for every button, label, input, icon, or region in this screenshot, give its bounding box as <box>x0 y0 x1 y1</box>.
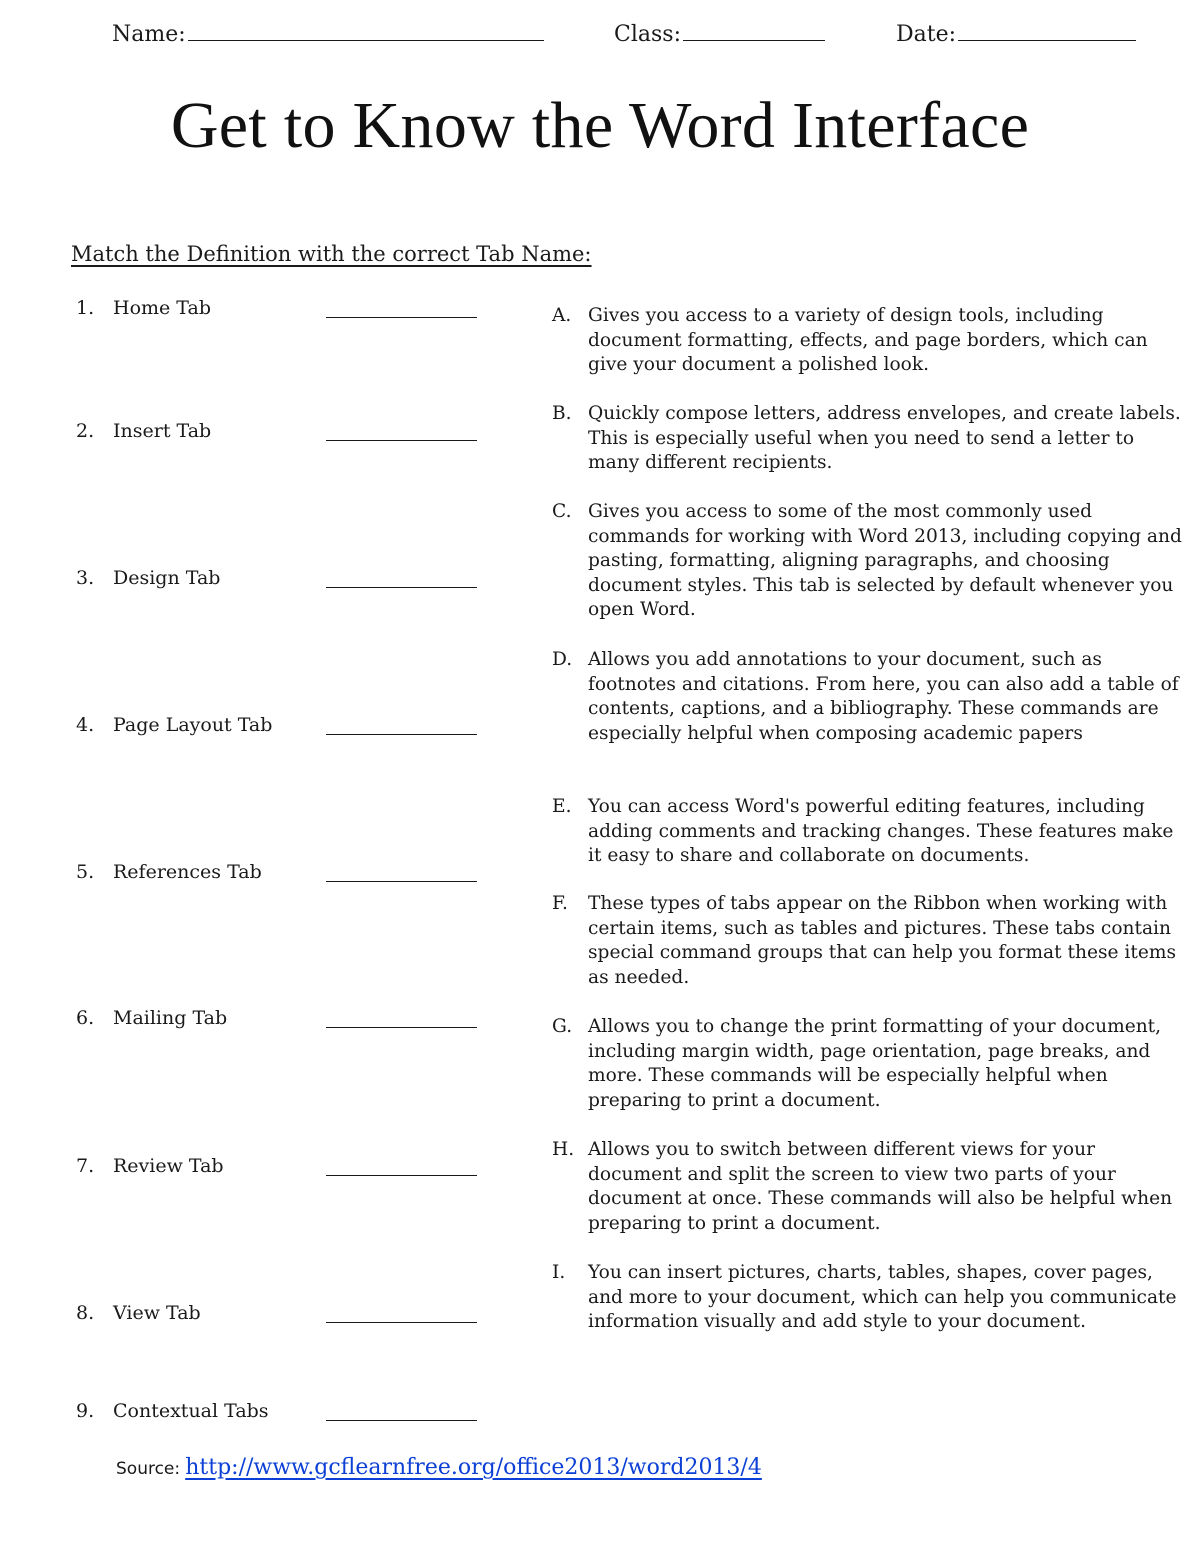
definition-text: Quickly compose letters, address envelopes, and create labels. This is especially useful when you need to send a letter to many different recipients. <box>588 403 1181 473</box>
name-field[interactable] <box>112 18 544 50</box>
definition-text: Gives you access to a variety of design tools, including document formatting, effects, and page borders, which can give your document a polished look. <box>588 305 1148 375</box>
name-blank[interactable] <box>188 18 544 41</box>
tab-item-design <box>76 565 220 591</box>
definition-text: Allows you to switch between different views for your document and split the screen to view two parts of your document at once. These commands will also be helpful when preparing to print a document. <box>588 1139 1173 1234</box>
tab-label: Mailing Tab <box>113 1007 228 1029</box>
tab-label: Review Tab <box>113 1155 224 1177</box>
tab-item-home <box>76 295 211 321</box>
definition-text: Gives you access to some of the most commonly used commands for working with Word 2013, including copying and pasting, formatting, aligning paragraphs, and choosing document styles. This tab is selected by default whenever you open Word. <box>588 501 1182 620</box>
source-label: Source: <box>116 1459 181 1479</box>
date-field[interactable] <box>896 18 1136 50</box>
tab-number: 9. <box>76 1400 95 1422</box>
tab-label: References Tab <box>113 861 262 883</box>
class-blank[interactable] <box>683 18 825 41</box>
instructions-heading: Match the Definition with the correct Tab Name: <box>71 242 592 266</box>
tab-number: 6. <box>76 1007 95 1029</box>
definition-letter: E. <box>552 796 572 817</box>
definition-letter: I. <box>552 1262 566 1283</box>
definition-letter: B. <box>552 403 572 424</box>
tab-item-view <box>76 1300 201 1326</box>
tab-label: Insert Tab <box>113 420 212 442</box>
tab-label: Contextual Tabs <box>113 1400 269 1422</box>
tab-number: 1. <box>76 297 95 319</box>
definition-a <box>552 304 1182 378</box>
tab-item-insert <box>76 418 211 444</box>
definition-text: Allows you add annotations to your document, such as footnotes and citations. From here, you can also add a table of contents, captions, and a bibliography. These commands are especially helpful when composing academic papers <box>588 649 1179 744</box>
tab-number: 2. <box>76 420 95 442</box>
tab-item-references <box>76 859 262 885</box>
definition-letter: C. <box>552 501 572 522</box>
page-title: Get to Know the Word Interface <box>170 89 1030 162</box>
definition-h <box>552 1138 1182 1236</box>
definition-c <box>552 500 1182 623</box>
tab-item-mailing <box>76 1005 227 1031</box>
definition-letter: F. <box>552 893 568 914</box>
definition-text: These types of tabs appear on the Ribbon when working with certain items, such as tables and pictures. These tabs contain special command groups that can help you format these items as needed. <box>588 893 1177 988</box>
answer-blank-7[interactable] <box>326 1175 477 1176</box>
definition-g <box>552 1015 1182 1113</box>
definition-letter: A. <box>552 305 572 326</box>
definition-text: You can access Word's powerful editing features, including adding comments and tracking changes. These features make it easy to share and collaborate on documents. <box>588 796 1174 866</box>
definition-letter: H. <box>552 1139 575 1160</box>
tab-label: Home Tab <box>113 297 211 319</box>
answer-blank-9[interactable] <box>326 1420 477 1421</box>
definition-d <box>552 648 1182 746</box>
answer-blank-5[interactable] <box>326 881 477 882</box>
date-label: Date: <box>896 22 957 47</box>
answer-blank-6[interactable] <box>326 1027 477 1028</box>
class-label: Class: <box>614 22 681 47</box>
tab-item-contextual <box>76 1398 269 1424</box>
source-link[interactable]: http://www.gcflearnfree.org/office2013/word2013/4 <box>185 1455 762 1480</box>
name-label: Name: <box>112 22 186 47</box>
definition-b <box>552 402 1182 476</box>
definition-text: Allows you to change the print formatting of your document, including margin width, page orientation, page breaks, and more. These commands will be especially helpful when preparing to print a document. <box>588 1016 1162 1111</box>
class-field[interactable] <box>614 18 825 50</box>
definition-letter: D. <box>552 649 573 670</box>
tab-number: 5. <box>76 861 95 883</box>
answer-blank-8[interactable] <box>326 1322 477 1323</box>
definition-e <box>552 795 1182 869</box>
definition-i <box>552 1261 1182 1335</box>
answer-blank-1[interactable] <box>326 317 477 318</box>
source-line <box>116 1455 762 1480</box>
answer-blank-2[interactable] <box>326 440 477 441</box>
tab-item-review <box>76 1153 224 1179</box>
tab-number: 4. <box>76 714 95 736</box>
tab-number: 7. <box>76 1155 95 1177</box>
definition-text: You can insert pictures, charts, tables, shapes, cover pages, and more to your document, which can help you communicate information visually and add style to your document. <box>588 1262 1177 1332</box>
definition-letter: G. <box>552 1016 573 1037</box>
tab-number: 8. <box>76 1302 95 1324</box>
answer-blank-4[interactable] <box>326 734 477 735</box>
tab-label: View Tab <box>113 1302 201 1324</box>
answer-blank-3[interactable] <box>326 587 477 588</box>
definition-f <box>552 892 1182 990</box>
tab-item-page-layout <box>76 712 272 738</box>
tab-label: Design Tab <box>113 567 221 589</box>
tab-number: 3. <box>76 567 95 589</box>
date-blank[interactable] <box>958 18 1136 41</box>
tab-label: Page Layout Tab <box>113 714 273 736</box>
